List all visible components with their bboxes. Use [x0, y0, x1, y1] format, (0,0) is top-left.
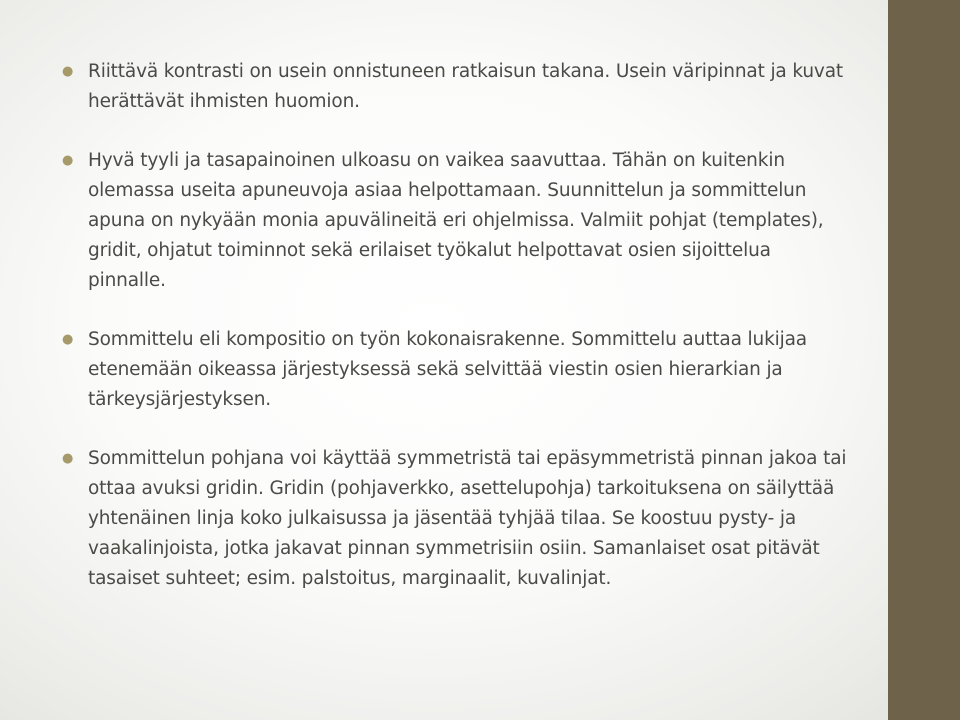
bullet-item-style: [62, 146, 852, 296]
bullet-item-contrast: [62, 57, 852, 117]
bullet-dot-icon: ●: [62, 451, 74, 466]
bullet-text: Sommittelun pohjana voi käyttää symmetristä tai epäsymmetristä pinnan jakoa tai ottaa avuksi gridin. Gridin (pohjaverkko, asettelupohja) tarkoituksena on säilyttää yhtenäinen linja koko julkaisussa ja jäsentää tyhjää tilaa. Se koostuu pysty- ja vaakalinjoista, jotka jakavat pinnan symmetrisiin osiin. Samanlaiset osat pitävät tasaiset suhteet; esim. palstoitus, marginaalit, kuvalinjat.: [88, 448, 847, 589]
bullet-dot-icon: ●: [62, 153, 74, 168]
bullet-text: Sommittelu eli kompositio on työn kokonaisrakenne. Sommittelu auttaa lukijaa etenemään oikeassa järjestyksessä sekä selvittää viestin osien hierarkian ja tärkeysjärjestyksen.: [88, 329, 807, 410]
bullet-item-composition: [62, 325, 852, 415]
decorative-side-bar: [888, 0, 960, 720]
bullet-text: Hyvä tyyli ja tasapainoinen ulkoasu on vaikea saavuttaa. Tähän on kuitenkin olemassa useita apuneuvoja asiaa helpottamaan. Suunnittelun ja sommittelun apuna on nykyään monia apuvälineitä eri ohjelmissa. Valmiit pohjat (templates), gridit, ohjatut toiminnot sekä erilaiset työkalut helpottavat osien sijoittelua pinnalle.: [88, 150, 824, 291]
bullet-item-grid: [62, 444, 852, 594]
bullet-dot-icon: ●: [62, 332, 74, 347]
bullet-dot-icon: ●: [62, 64, 74, 79]
bullet-text: Riittävä kontrasti on usein onnistuneen ratkaisun takana. Usein väripinnat ja kuvat herättävät ihmisten huomion.: [88, 61, 844, 112]
slide-content: [62, 57, 852, 594]
